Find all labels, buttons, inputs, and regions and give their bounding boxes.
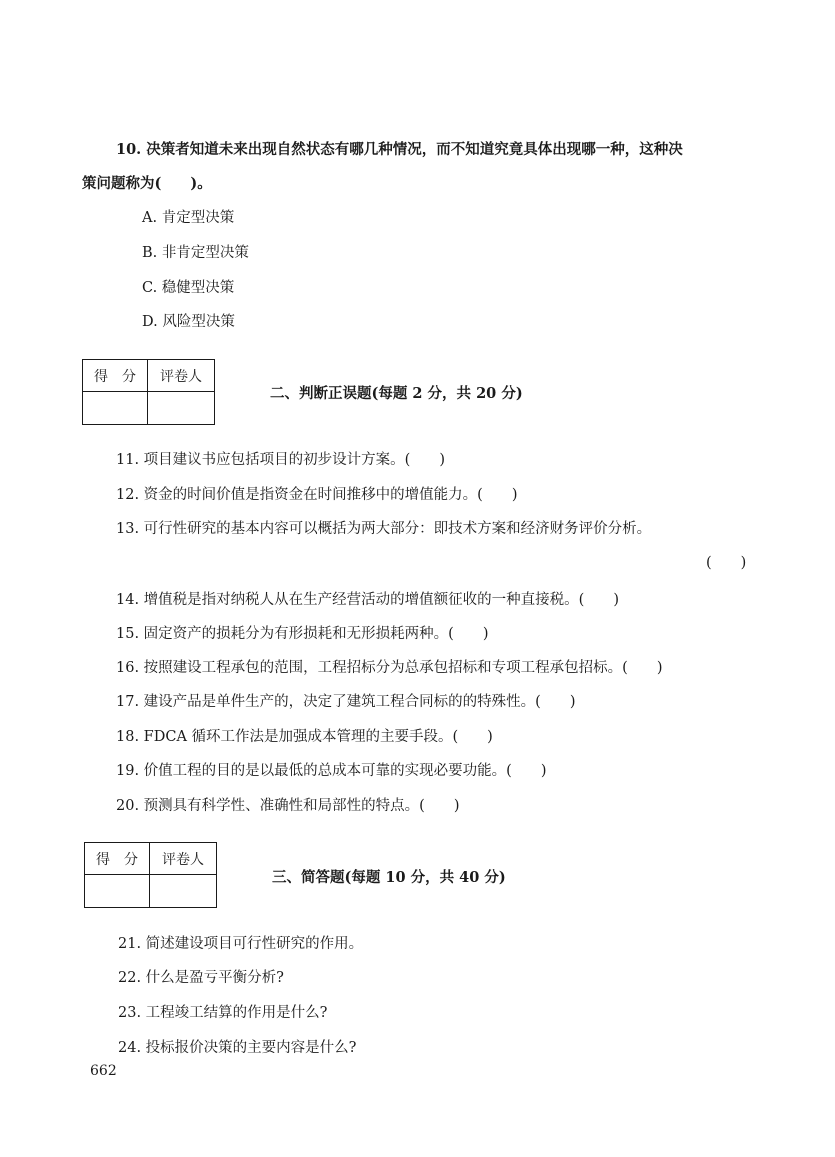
option-d: D. 风险型决策: [142, 314, 235, 330]
question-21: 21. 简述建设项目可行性研究的作用。: [118, 936, 364, 952]
question-10-line-2: 策问题称为( )。: [82, 175, 212, 192]
option-a: A. 肯定型决策: [142, 210, 235, 226]
question-11: 11. 项目建议书应包括项目的初步设计方案。( ): [116, 452, 445, 468]
grader-cell: [150, 875, 217, 908]
question-10-line-1: 10. 决策者知道未来出现自然状态有哪几种情况，而不知道究竟具体出现哪一种，这种决: [116, 141, 683, 158]
question-15: 15. 固定资产的损耗分为有形损耗和无形损耗两种。( ): [116, 626, 489, 642]
score-label: 得 分: [83, 360, 148, 392]
option-b: B. 非肯定型决策: [142, 245, 249, 261]
question-24: 24. 投标报价决策的主要内容是什么?: [118, 1040, 357, 1056]
question-14: 14. 增值税是指对纳税人从在生产经营活动的增值额征收的一种直接税。( ): [116, 592, 619, 608]
grader-label: 评卷人: [148, 360, 215, 392]
grader-cell: [148, 392, 215, 425]
option-c: C. 稳健型决策: [142, 280, 235, 296]
score-label: 得 分: [85, 843, 150, 875]
question-13: 13. 可行性研究的基本内容可以概括为两大部分：即技术方案和经济财务评价分析。: [116, 521, 652, 537]
page-number: 662: [90, 1063, 117, 1079]
score-box-section-2: [82, 359, 215, 425]
section-2-title: 二、判断正误题(每题 2 分，共 20 分): [270, 385, 523, 402]
section-3-title: 三、简答题(每题 10 分，共 40 分): [272, 869, 506, 886]
score-cell: [85, 875, 150, 908]
question-17: 17. 建设产品是单件生产的，决定了建筑工程合同标的的特殊性。( ): [116, 694, 576, 710]
question-12: 12. 资金的时间价值是指资金在时间推移中的增值能力。( ): [116, 487, 518, 503]
question-23: 23. 工程竣工结算的作用是什么?: [118, 1005, 328, 1021]
question-22: 22. 什么是盈亏平衡分析?: [118, 970, 284, 986]
question-13-paren: ( ): [706, 555, 747, 571]
question-16: 16. 按照建设工程承包的范围，工程招标分为总承包招标和专项工程承包招标。( ): [116, 660, 663, 676]
question-18: 18. FDCA 循环工作法是加强成本管理的主要手段。( ): [116, 729, 493, 745]
grader-label: 评卷人: [150, 843, 217, 875]
question-20: 20. 预测具有科学性、准确性和局部性的特点。( ): [116, 798, 460, 814]
score-cell: [83, 392, 148, 425]
question-19: 19. 价值工程的目的是以最低的总成本可靠的实现必要功能。( ): [116, 763, 547, 779]
score-box-section-3: [84, 842, 217, 908]
